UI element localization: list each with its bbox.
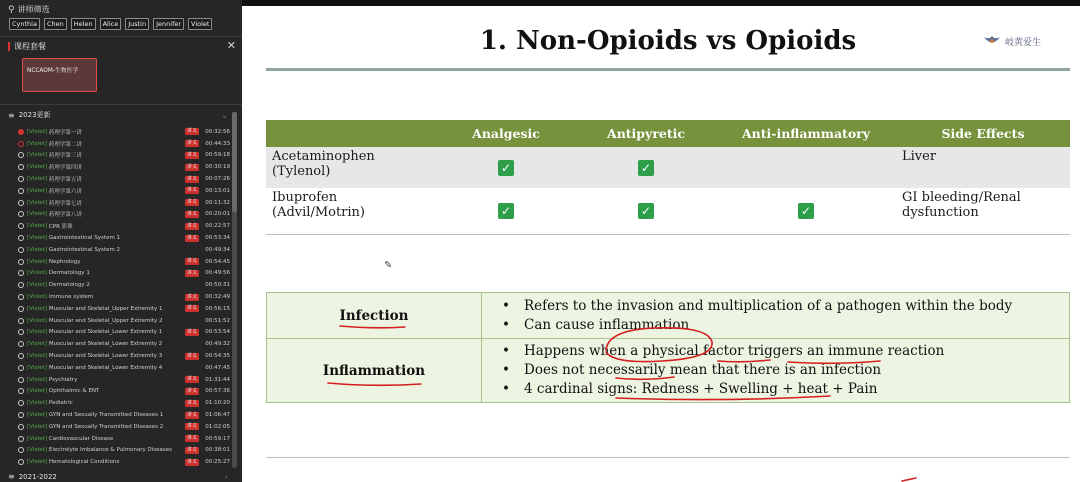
title-rule — [266, 68, 1070, 71]
lecturer-tag: [Violet] — [27, 294, 47, 301]
lecturer-tag: [Violet] — [27, 176, 47, 183]
progress-indicator-icon — [18, 270, 24, 276]
lesson-title: Gastrointestinal System 1 — [48, 235, 121, 242]
anti-inflammatory-cell — [716, 188, 896, 234]
progress-indicator-icon — [18, 141, 24, 147]
progress-indicator-icon — [18, 294, 24, 300]
lesson-duration: 01:10:20 — [205, 400, 230, 407]
header-anti-inflammatory: Anti-inflammatory — [716, 120, 896, 147]
lesson-title: Psychiatry — [48, 376, 78, 383]
analgesic-cell — [436, 188, 576, 234]
lesson-title: Nephrology — [48, 258, 81, 265]
lecturer-chips — [9, 18, 212, 30]
divider — [0, 104, 242, 105]
lecturer-tag: [Violet] — [27, 412, 47, 419]
lesson-duration: 00:50:31 — [205, 282, 230, 289]
progress-indicator-icon — [18, 377, 24, 383]
notes-badge[interactable]: 讲义 — [187, 151, 198, 158]
lesson-duration: 00:32:49 — [205, 294, 230, 301]
check-icon: ✓ — [638, 160, 654, 176]
lesson-duration: 00:49:32 — [205, 341, 230, 348]
notes-badge[interactable]: 讲义 — [187, 328, 198, 335]
lesson-list — [18, 126, 230, 468]
progress-indicator-icon — [18, 176, 24, 182]
progress-indicator-icon — [18, 164, 24, 170]
progress-indicator-icon — [18, 318, 24, 324]
bottom-rule — [266, 457, 1070, 458]
side-effect-text: Liver — [902, 149, 937, 164]
divider — [0, 36, 242, 37]
list-icon: ≡ — [8, 472, 15, 481]
lecturer-tag: [Violet] — [27, 400, 47, 407]
lesson-duration: 00:59:18 — [205, 152, 230, 159]
notes-badge[interactable]: 讲义 — [187, 411, 198, 418]
progress-indicator-icon — [18, 306, 24, 312]
lesson-item[interactable] — [18, 409, 230, 421]
lecturer-chip-justin[interactable]: Justin — [125, 18, 149, 30]
lesson-item[interactable] — [18, 421, 230, 433]
lecturer-tag: [Violet] — [27, 258, 47, 265]
lesson-item[interactable] — [18, 232, 230, 244]
notes-badge[interactable]: 讲义 — [187, 175, 198, 182]
lecturer-tag: [Violet] — [27, 376, 47, 383]
drug-brand: (Tylenol) — [272, 164, 331, 179]
notes-badge[interactable]: 讲义 — [187, 163, 198, 170]
side-effects-cell — [896, 188, 1070, 234]
lecturer-tag: [Violet] — [27, 341, 47, 348]
group-2021-header[interactable] — [8, 472, 232, 481]
lesson-item[interactable] — [18, 386, 230, 398]
lesson-item[interactable] — [18, 279, 230, 291]
lesson-duration: 00:25:27 — [205, 459, 230, 466]
lecturer-tag: [Violet] — [27, 246, 47, 253]
lecturer-tag: [Violet] — [27, 223, 47, 230]
lesson-duration: 01:06:47 — [205, 412, 230, 419]
side-effect-text: GI bleeding/Renal — [902, 190, 1021, 205]
lecturer-tag: [Violet] — [27, 270, 47, 277]
lesson-title: Dermatology 1 — [48, 270, 90, 277]
notes-badge[interactable]: 讲义 — [187, 387, 198, 394]
lesson-item[interactable] — [18, 338, 230, 350]
lesson-title: Muscular and Skeletal_Lower Extremity 3 — [48, 353, 163, 360]
lesson-title: Cardiovascular Disease — [48, 435, 114, 442]
lesson-title: Muscular and Skeletal_Upper Extremity 1 — [48, 305, 163, 312]
lecturer-filter-title: 讲师筛选 — [17, 5, 50, 14]
term-infection: Infection — [339, 307, 409, 324]
lesson-item[interactable] — [18, 445, 230, 457]
table-header-row — [266, 120, 1070, 147]
progress-indicator-icon — [18, 436, 24, 442]
header-side-effects: Side Effects — [896, 120, 1070, 147]
progress-indicator-icon — [18, 200, 24, 206]
progress-indicator-icon — [18, 424, 24, 430]
bullet-item: • Does not necessarily mean that there is an infection — [502, 361, 1061, 380]
definition-row — [267, 339, 1070, 403]
group-2023-label: 2023更新 — [18, 111, 51, 119]
lesson-title: 药理学第五讲 — [48, 177, 82, 184]
progress-indicator-icon — [18, 247, 24, 253]
drug-name: Ibuprofen — [272, 190, 338, 205]
lesson-title: Muscular and Skeletal_Lower Extremity 2 — [48, 341, 163, 348]
lesson-item[interactable] — [18, 185, 230, 197]
comparison-table — [266, 120, 1070, 235]
lesson-item[interactable] — [18, 173, 230, 185]
lesson-item[interactable] — [18, 397, 230, 409]
lesson-duration: 00:38:01 — [205, 447, 230, 454]
lesson-duration: 00:20:01 — [205, 211, 230, 218]
lesson-title: 药理学第二讲 — [48, 141, 82, 148]
lecturer-filter-header — [8, 4, 50, 15]
progress-indicator-icon — [18, 341, 24, 347]
lesson-item[interactable] — [18, 244, 230, 256]
lesson-duration: 00:49:56 — [205, 270, 230, 277]
lesson-item[interactable] — [18, 138, 230, 150]
lesson-title: Muscular and Skeletal_Upper Extremity 2 — [48, 317, 163, 324]
notes-badge[interactable]: 讲义 — [187, 258, 198, 265]
bullet-item: • Refers to the invasion and multiplication of a pathogen within the body — [502, 297, 1061, 316]
lesson-duration: 00:13:01 — [205, 187, 230, 194]
progress-indicator-icon — [18, 188, 24, 194]
course-package-title: 课程套餐 — [14, 42, 46, 51]
lesson-duration: 01:02:05 — [205, 423, 230, 430]
notes-badge[interactable]: 讲义 — [187, 376, 198, 383]
notes-badge[interactable]: 讲义 — [187, 222, 198, 229]
notes-badge[interactable]: 讲义 — [187, 423, 198, 430]
notes-badge[interactable]: 讲义 — [187, 269, 198, 276]
lesson-duration: 00:54:35 — [205, 353, 230, 360]
progress-indicator-icon — [18, 459, 24, 465]
notes-badge[interactable]: 讲义 — [187, 140, 198, 147]
progress-indicator-icon — [18, 235, 24, 241]
lesson-item[interactable] — [18, 291, 230, 303]
lecturer-tag: [Violet] — [27, 140, 47, 147]
filter-icon: ⚲ — [8, 4, 15, 15]
close-icon[interactable]: ✕ — [226, 39, 236, 52]
lesson-title: Pediatric — [48, 400, 73, 407]
term-inflammation: Inflammation — [322, 362, 426, 379]
notes-badge[interactable]: 讲义 — [187, 234, 198, 241]
lesson-duration: 00:11:32 — [205, 199, 230, 206]
logo — [983, 34, 1041, 48]
scrollbar-thumb[interactable] — [232, 112, 237, 212]
lesson-item[interactable] — [18, 456, 230, 468]
logo-text: 岐黄爱生 — [1005, 37, 1042, 48]
lesson-title: Ophthalmic & ENT — [48, 388, 100, 395]
notes-badge[interactable]: 讲义 — [187, 352, 198, 359]
lecturer-tag: [Violet] — [27, 423, 47, 430]
lecturer-tag: [Violet] — [27, 435, 47, 442]
lecturer-tag: [Violet] — [27, 353, 47, 360]
lesson-duration: 00:56:15 — [205, 305, 230, 312]
lesson-title: GYN and Sexually Transmitted Diseases 2 — [48, 423, 164, 430]
antipyretic-cell — [576, 147, 716, 188]
lecturer-chip-jennifer[interactable]: Jennifer — [153, 18, 184, 30]
lecturer-tag: [Violet] — [27, 317, 47, 324]
lecturer-chip-helen[interactable]: Helen — [71, 18, 96, 30]
lesson-item[interactable] — [18, 126, 230, 138]
notes-badge[interactable]: 讲义 — [187, 446, 198, 453]
lesson-title: Muscular and Skeletal_Lower Extremity 1 — [48, 329, 163, 336]
lecturer-chip-alice[interactable]: Alice — [100, 18, 122, 30]
progress-indicator-icon — [18, 152, 24, 158]
lesson-duration: 00:32:56 — [205, 128, 230, 135]
lecturer-chip-chen[interactable]: Chen — [44, 18, 67, 30]
drug-name-cell — [266, 188, 436, 234]
lecturer-chip-cynthia[interactable]: Cynthia — [9, 18, 40, 30]
header-empty — [266, 120, 436, 147]
header-analgesic: Analgesic — [436, 120, 576, 147]
lesson-title: immune system — [48, 294, 94, 301]
definition-term — [267, 339, 482, 403]
course-package-header — [8, 41, 236, 52]
lecturer-tag: [Violet] — [27, 128, 47, 135]
lecturer-tag: [Violet] — [27, 447, 47, 454]
lesson-item[interactable] — [18, 220, 230, 232]
lecturer-tag: [Violet] — [27, 152, 47, 159]
chevron-down-icon[interactable]: ⌄ — [221, 110, 228, 120]
pencil-icon[interactable]: ✎ — [384, 260, 393, 271]
progress-indicator-icon — [18, 259, 24, 265]
drug-name: Acetaminophen — [272, 149, 375, 164]
check-icon: ✓ — [498, 203, 514, 219]
lesson-item[interactable] — [18, 315, 230, 327]
notes-badge[interactable]: 讲义 — [187, 210, 198, 217]
lesson-duration: 00:51:52 — [205, 317, 230, 324]
lecturer-tag: [Violet] — [27, 211, 47, 218]
lesson-item[interactable] — [18, 362, 230, 374]
header-antipyretic: Antipyretic — [576, 120, 716, 147]
drug-name-cell — [266, 147, 436, 188]
slide-viewer — [242, 0, 1080, 482]
lecturer-tag: [Violet] — [27, 199, 47, 206]
lesson-title: Hematological Conditions — [48, 459, 120, 466]
lesson-duration: 00:53:54 — [205, 329, 230, 336]
definition-bullets — [482, 339, 1070, 403]
lecturer-tag: [Violet] — [27, 235, 47, 242]
drug-brand: (Advil/Motrin) — [272, 205, 365, 220]
bullet-item: • Happens when a physical factor triggers an immune reaction — [502, 342, 1061, 361]
definitions-table — [266, 292, 1070, 403]
lesson-item[interactable] — [18, 350, 230, 362]
progress-indicator-icon — [18, 400, 24, 406]
lecturer-tag: [Violet] — [27, 459, 47, 466]
lesson-item[interactable] — [18, 374, 230, 386]
lecturer-tag: [Violet] — [27, 187, 47, 194]
lesson-item[interactable] — [18, 327, 230, 339]
logo-icon — [983, 34, 1001, 48]
lesson-duration: 00:54:45 — [205, 258, 230, 265]
lesson-item[interactable] — [18, 433, 230, 445]
notes-badge[interactable]: 讲义 — [187, 199, 198, 206]
antipyretic-cell — [576, 188, 716, 234]
lesson-title: Electrolyte Imbalance & Pulmonary Diseases — [48, 447, 173, 454]
lecturer-tag: [Violet] — [27, 305, 47, 312]
lesson-duration: 00:44:33 — [205, 140, 230, 147]
progress-indicator-icon — [18, 353, 24, 359]
notes-badge[interactable]: 讲义 — [187, 293, 198, 300]
lesson-title: 药理学第八讲 — [48, 212, 82, 219]
progress-indicator-icon — [18, 365, 24, 371]
definition-bullets — [482, 293, 1070, 339]
lecturer-tag: [Violet] — [27, 164, 47, 171]
lesson-title: Gastrointestinal System 2 — [48, 246, 121, 253]
list-icon: ≡ — [8, 110, 15, 120]
progress-indicator-icon — [18, 211, 24, 217]
lecturer-tag: [Violet] — [27, 282, 47, 289]
lesson-title: 药理学第四讲 — [48, 165, 82, 172]
definition-row — [267, 293, 1070, 339]
lesson-title: GYN and Sexually Transmitted Diseases 1 — [48, 412, 164, 419]
notes-badge[interactable]: 讲义 — [187, 399, 198, 406]
progress-indicator-icon — [18, 412, 24, 418]
lesson-duration: 00:49:34 — [205, 246, 230, 253]
lesson-title: CPR 影像 — [48, 224, 73, 231]
lesson-item[interactable] — [18, 161, 230, 173]
progress-indicator-icon — [18, 223, 24, 229]
progress-indicator-icon — [18, 129, 24, 135]
lesson-title: 药理学第三讲 — [48, 153, 82, 160]
lesson-title: 药理学第七讲 — [48, 200, 82, 207]
lesson-duration: 00:59:17 — [205, 435, 230, 442]
course-card[interactable] — [22, 58, 97, 92]
lecturer-tag: [Violet] — [27, 329, 47, 336]
chevron-right-icon[interactable]: › — [224, 472, 228, 481]
annotation-mark — [902, 478, 916, 481]
lesson-duration: 00:57:36 — [205, 388, 230, 395]
progress-indicator-icon — [18, 282, 24, 288]
lesson-duration: 00:07:26 — [205, 176, 230, 183]
lesson-item[interactable] — [18, 303, 230, 315]
progress-indicator-icon — [18, 329, 24, 335]
slide-top-bar — [242, 0, 1080, 6]
check-icon: ✓ — [638, 203, 654, 219]
lesson-item[interactable] — [18, 268, 230, 280]
notes-badge[interactable]: 讲义 — [187, 305, 198, 312]
lesson-item[interactable] — [18, 197, 230, 209]
progress-indicator-icon — [18, 388, 24, 394]
lesson-duration: 00:53:34 — [205, 235, 230, 242]
lesson-title: 药理学第六讲 — [48, 188, 82, 195]
section-marker — [8, 42, 10, 51]
lecturer-tag: [Violet] — [27, 364, 47, 371]
annotation-layer — [242, 0, 1080, 482]
lesson-duration: 00:22:57 — [205, 223, 230, 230]
slide-title: 1. Non-Opioids vs Opioids — [479, 26, 857, 56]
sidebar — [0, 0, 242, 482]
table-row — [266, 188, 1070, 234]
side-effects-cell — [896, 147, 1070, 188]
definition-term — [267, 293, 482, 339]
lecturer-chip-violet[interactable]: Violet — [188, 18, 212, 30]
lecturer-tag: [Violet] — [27, 388, 47, 395]
analgesic-cell — [436, 147, 576, 188]
notes-badge[interactable]: 讲义 — [187, 435, 198, 442]
progress-indicator-icon — [18, 447, 24, 453]
check-icon: ✓ — [798, 203, 814, 219]
lesson-item[interactable] — [18, 209, 230, 221]
side-effect-text: dysfunction — [902, 205, 979, 220]
bullet-item: • 4 cardinal signs: Redness + Swelling + heat + Pain — [502, 380, 1061, 399]
course-card-label: NCCAOM-生物医学 — [27, 68, 79, 74]
lesson-title: Muscular and Skeletal_Lower Extremity 4 — [48, 364, 163, 371]
notes-badge[interactable]: 讲义 — [187, 128, 198, 135]
group-2021-label: 2021-2022 — [18, 472, 57, 481]
lesson-duration: 01:31:44 — [205, 376, 230, 383]
group-2023-header[interactable] — [8, 110, 232, 120]
notes-badge[interactable]: 讲义 — [187, 458, 198, 465]
bullet-item: • Can cause inflammation — [502, 316, 1061, 335]
lesson-duration: 00:47:45 — [205, 364, 230, 371]
lesson-item[interactable] — [18, 150, 230, 162]
lesson-duration: 00:30:19 — [205, 164, 230, 171]
check-icon: ✓ — [498, 160, 514, 176]
lesson-item[interactable] — [18, 256, 230, 268]
table-row — [266, 147, 1070, 188]
lesson-title: 药理学第一讲 — [48, 129, 82, 136]
anti-inflammatory-cell — [716, 147, 896, 188]
lesson-title: Dermatology 2 — [48, 282, 90, 289]
notes-badge[interactable]: 讲义 — [187, 187, 198, 194]
